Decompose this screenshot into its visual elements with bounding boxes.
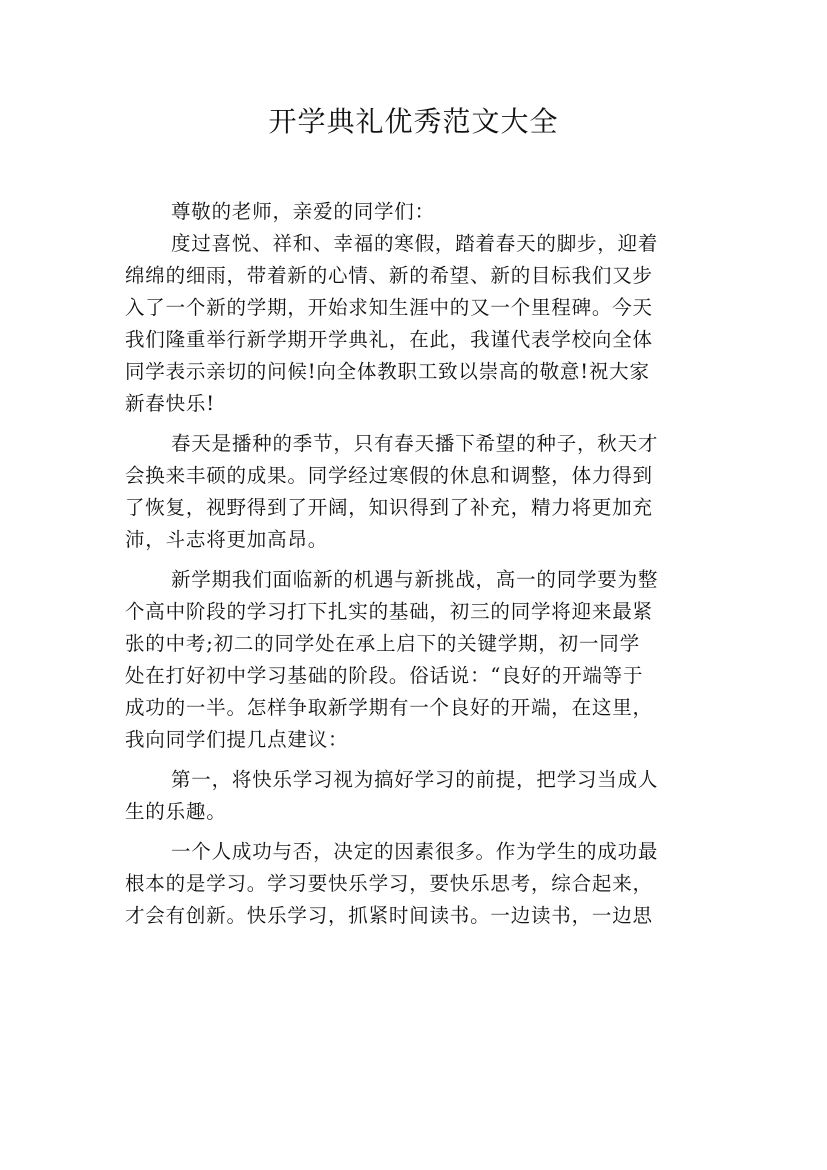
- body-paragraph: [125, 836, 705, 932]
- text-line: 张的中考;初二的同学处在承上启下的关键学期，初一同学: [125, 632, 640, 655]
- text-line: 才会有创新。快乐学习，抓紧时间读书。一边读书，一边思: [125, 904, 653, 927]
- text-line: 根本的是学习。学习要快乐学习，要快乐思考，综合起来，: [125, 872, 653, 895]
- text-line: 入了一个新的学期，开始求知生涯中的又一个里程碑。今天: [125, 296, 653, 319]
- text-line: 一个人成功与否，决定的因素很多。作为学生的成功最: [171, 840, 659, 863]
- document-title: 开学典礼优秀范文大全: [268, 105, 559, 138]
- text-line: 个高中阶段的学习打下扎实的基础，初三的同学将迎来最紧: [125, 600, 653, 623]
- text-line: 沛，斗志将更加高昂。: [125, 528, 329, 551]
- text-line: 尊敬的老师，亲爱的同学们：: [171, 200, 435, 223]
- text-line: 第一，将快乐学习视为搞好学习的前提，把学习当成人: [171, 768, 659, 791]
- text-line: 新春快乐!: [125, 392, 215, 415]
- text-line: 春天是播种的季节，只有春天播下希望的种子，秋天才: [171, 432, 659, 455]
- document-body: [125, 196, 705, 932]
- text-line: 会换来丰硕的成果。同学经过寒假的休息和调整，体力得到: [125, 464, 653, 487]
- body-paragraph: [125, 228, 705, 420]
- text-line: 我向同学们提几点建议：: [125, 728, 349, 751]
- text-line: 处在打好初中学习基础的阶段。俗话说：“良好的开端等于: [125, 664, 644, 687]
- text-line: 了恢复，视野得到了开阔，知识得到了补充，精力将更加充: [125, 496, 653, 519]
- text-line: 度过喜悦、祥和、幸福的寒假，踏着春天的脚步，迎着: [171, 232, 659, 255]
- text-line: 生的乐趣。: [125, 800, 227, 823]
- text-line: 我们隆重举行新学期开学典礼，在此，我谨代表学校向全体: [125, 328, 653, 351]
- text-line: 新学期我们面临新的机遇与新挑战，高一的同学要为整: [171, 568, 659, 591]
- body-paragraph: [125, 764, 705, 828]
- text-line: 绵绵的细雨，带着新的心情、新的希望、新的目标我们又步: [125, 264, 653, 287]
- text-line: 同学表示亲切的问候!向全体教职工致以崇高的敬意!祝大家: [125, 360, 650, 383]
- body-paragraph: [125, 428, 705, 556]
- text-line: 成功的一半。怎样争取新学期有一个良好的开端，在这里，: [125, 696, 653, 719]
- salutation-paragraph: [125, 196, 705, 228]
- body-paragraph: [125, 564, 705, 756]
